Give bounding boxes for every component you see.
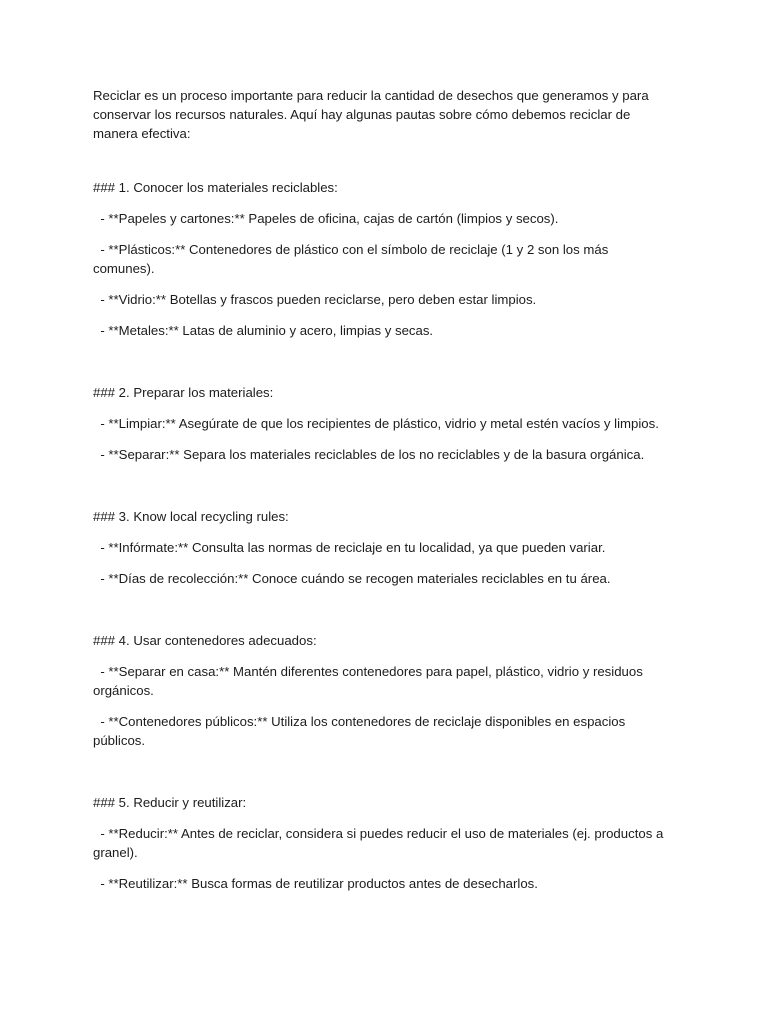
list-item: - **Papeles y cartones:** Papeles de oficina, cajas de cartón (limpios y secos).	[93, 211, 559, 226]
section-2	[93, 383, 673, 464]
list-item: - **Reducir:** Antes de reciclar, considera si puedes reducir el uso de materiales (ej. productos a granel).	[93, 826, 667, 860]
section-3	[93, 507, 673, 588]
section-heading: ### 5. Reducir y reutilizar:	[93, 795, 247, 810]
section-heading: ### 3. Know local recycling rules:	[93, 509, 289, 524]
list-item: - **Contenedores públicos:** Utiliza los contenedores de reciclaje disponibles en espacios públicos.	[93, 714, 629, 748]
section-heading: ### 1. Conocer los materiales reciclables:	[93, 180, 338, 195]
list-item: - **Separar:** Separa los materiales reciclables de los no reciclables y de la basura orgánica.	[93, 447, 645, 462]
list-item: - **Vidrio:** Botellas y frascos pueden reciclarse, pero deben estar limpios.	[93, 292, 537, 307]
section-heading: ### 2. Preparar los materiales:	[93, 385, 274, 400]
list-item: - **Días de recolección:** Conoce cuándo se recogen materiales reciclables en tu área.	[93, 571, 611, 586]
section-heading: ### 4. Usar contenedores adecuados:	[93, 633, 317, 648]
list-item: - **Metales:** Latas de aluminio y acero, limpias y secas.	[93, 323, 434, 338]
document-page	[93, 86, 673, 893]
list-item: - **Infórmate:** Consulta las normas de reciclaje en tu localidad, ya que pueden variar.	[93, 540, 606, 555]
intro-paragraph: Reciclar es un proceso importante para reducir la cantidad de desechos que generamos y para conservar los recursos naturales. Aquí hay algunas pautas sobre cómo debemos reciclar de manera efectiva:	[93, 88, 649, 141]
section-5	[93, 793, 673, 893]
section-4	[93, 631, 673, 750]
list-item: - **Plásticos:** Contenedores de plástico con el símbolo de reciclaje (1 y 2 son los más comunes).	[93, 242, 612, 276]
list-item: - **Limpiar:** Asegúrate de que los recipientes de plástico, vidrio y metal estén vacíos y limpios.	[93, 416, 659, 431]
section-1	[93, 178, 673, 340]
list-item: - **Reutilizar:** Busca formas de reutilizar productos antes de desecharlos.	[93, 876, 538, 891]
list-item: - **Separar en casa:** Mantén diferentes contenedores para papel, plástico, vidrio y residuos orgánicos.	[93, 664, 647, 698]
